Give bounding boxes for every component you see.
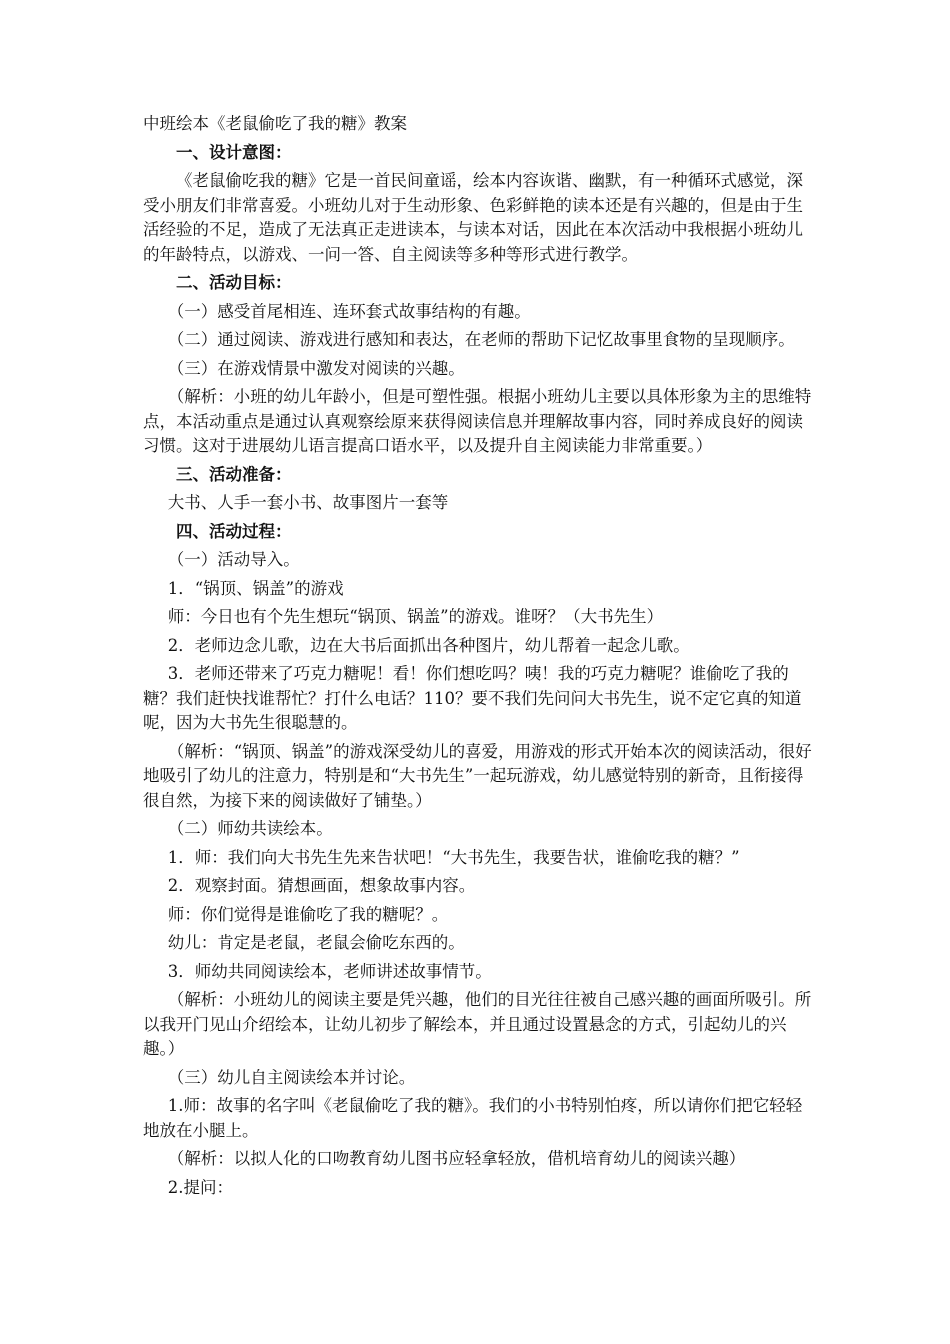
paragraph: 1．“锅顶、锅盖”的游戏 <box>167 578 344 598</box>
paragraph: 1．师：我们向大书先生先来告状吧！“大书先生，我要告状，谁偷吃我的糖？” <box>167 847 740 867</box>
paragraph: 2．老师边念儿歌，边在大书后面抓出各种图片，幼儿帮着一起念儿歌。 <box>167 635 690 655</box>
paragraph: 2.提问： <box>167 1177 233 1197</box>
paragraph: 师：今日也有个先生想玩“锅顶、锅盖”的游戏。谁呀？（大书先生） <box>167 607 664 626</box>
paragraph: 师：你们觉得是谁偷吃了我的糖呢？。 <box>167 904 449 924</box>
paragraph: （解析：“锅顶、锅盖”的游戏深受幼儿的喜爱，用游戏的形式开始本次的阅读活动，很好地吸引了幼儿的注意力，特别是和“大书先生”一起玩游戏，幼儿感觉特别的新奇，且衔接得很自然，为接下来的阅读做好了铺垫。） <box>143 741 812 810</box>
paragraph: （二）通过阅读、游戏进行感知和表达，在老师的帮助下记忆故事里食物的呈现顺序。 <box>167 330 795 349</box>
paragraph: （解析：小班的幼儿年龄小，但是可塑性强。根据小班幼儿主要以具体形象为主的思维特点，本活动重点是通过认真观察绘原来获得阅读信息并理解故事内容，同时养成良好的阅读习惯。这对于进展幼儿语言提高口语水平，以及提升自主阅读能力非常重要。） <box>143 387 812 455</box>
paragraph: 《老鼠偷吃我的糖》它是一首民间童谣，绘本内容诙谐、幽默，有一种循环式感觉，深受小朋友们非常喜爱。小班幼儿对于生动形象、色彩鲜艳的读本还是有兴趣的，但是由于生活经验的不足，造成了无法真正走进读本，与读本对话，因此在本次活动中我根据小班幼儿的年龄特点，以游戏、一问一答、自主阅读等多种等形式进行教学。 <box>143 171 803 264</box>
paragraph: 1.师：故事的名字叫《老鼠偷吃了我的糖》。我们的小书特别怕疼，所以请你们把它轻轻地放在小腿上。 <box>143 1096 803 1140</box>
paragraph: （解析：小班幼儿的阅读主要是凭兴趣，他们的目光往往被自己感兴趣的画面所吸引。所以我开门见山介绍绘本，让幼儿初步了解绘本，并且通过设置悬念的方式，引起幼儿的兴趣。） <box>143 990 812 1058</box>
section-heading: 一、设计意图： <box>176 142 292 162</box>
paragraph: （三）在游戏情景中激发对阅读的兴趣。 <box>167 358 465 378</box>
document-page <box>143 112 813 1200</box>
paragraph: （一）活动导入。 <box>167 550 300 569</box>
paragraph: 3．老师还带来了巧克力糖呢！看！你们想吃吗？咦！我的巧克力糖呢？谁偷吃了我的糖？我们赶快找谁帮忙？打什么电话？110？要不我们先问问大书先生，说不定它真的知道呢，因为大书先生很聪慧的。 <box>143 664 802 732</box>
paragraph: （三）幼儿自主阅读绘本并讨论。 <box>167 1067 416 1087</box>
paragraph: 2．观察封面。猜想画面，想象故事内容。 <box>167 876 476 895</box>
paragraph: 3．师幼共同阅读绘本，老师讲述故事情节。 <box>167 961 492 981</box>
paragraph: （解析：以拟人化的口吻教育幼儿图书应轻拿轻放，借机培育幼儿的阅读兴趣） <box>167 1149 746 1168</box>
document-body <box>143 141 813 1201</box>
paragraph: （二）师幼共读绘本。 <box>167 819 333 838</box>
document-title: 中班绘本《老鼠偷吃了我的糖》教案 <box>143 114 407 133</box>
paragraph: 大书、人手一套小书、故事图片一套等 <box>167 493 449 512</box>
section-heading: 三、活动准备： <box>176 464 292 484</box>
paragraph: （一）感受首尾相连、连环套式故事结构的有趣。 <box>167 301 531 321</box>
section-heading: 四、活动过程： <box>176 521 292 541</box>
section-heading: 二、活动目标： <box>176 273 292 292</box>
paragraph: 幼儿：肯定是老鼠，老鼠会偷吃东西的。 <box>167 933 465 952</box>
